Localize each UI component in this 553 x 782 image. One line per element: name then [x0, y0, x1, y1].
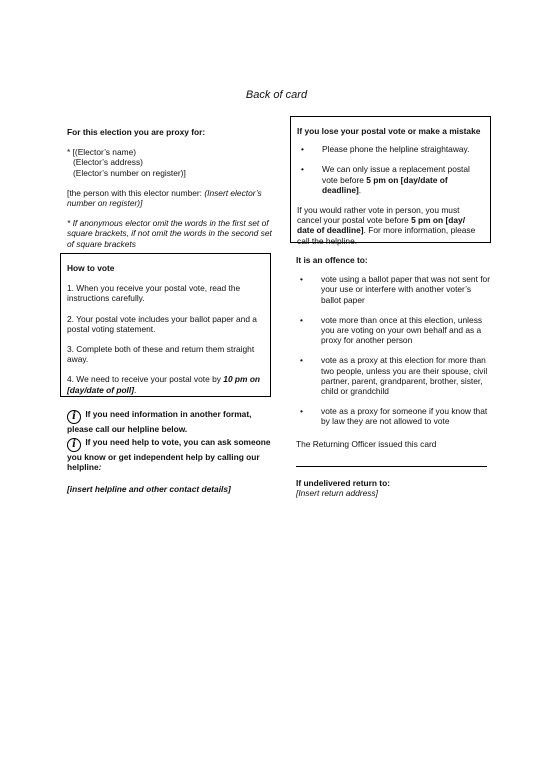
offence-item — [296, 315, 492, 346]
elector-number: (Elector’s number on register)] — [73, 167, 186, 178]
bullet-glyph: • — [300, 314, 303, 325]
proxy-section — [67, 127, 272, 249]
anonymous-note: * If anonymous elector omit the words in the first set of square brackets, if not omit the words in the second set of square brackets — [67, 218, 272, 249]
bullet-glyph: • — [300, 406, 303, 417]
lost-vote-bullet-1 — [297, 144, 484, 154]
cancel-text: If you would rather vote in person, you must cancel your postal vote before — [297, 205, 460, 226]
cancel-text-end: . For more information, please call the helpline. — [297, 225, 476, 246]
offence-section — [296, 255, 492, 427]
bullet-glyph: • — [301, 144, 304, 155]
cancel-deadline: 5 pm on [day/ date of deadline] — [297, 215, 466, 236]
bullet-text-end: . — [358, 184, 362, 195]
contact-details-placeholder: [insert helpline and other contact details] — [67, 483, 231, 494]
offence-item — [296, 355, 492, 396]
bullet-text: Please phone the helpline straightaway. — [322, 144, 470, 155]
voting-help-colon: : — [98, 462, 102, 473]
person-with-number — [67, 188, 272, 208]
deadline-text: 5 pm on [day/date of deadline] — [322, 174, 448, 195]
step-4-end: . — [134, 384, 137, 395]
proxy-heading: For this election you are proxy for: — [67, 127, 206, 137]
cancel-postal-vote-text — [297, 205, 484, 246]
info-icon: i — [67, 410, 81, 424]
page-title: Back of card — [245, 89, 308, 101]
how-to-vote-heading: How to vote — [67, 263, 115, 273]
lost-vote-bullet-2 — [297, 164, 484, 195]
return-address: [Insert return address] — [296, 488, 378, 499]
offence-text: vote using a ballot paper that was not sent for your use or interfere with another voter’s ballot paper — [321, 274, 491, 305]
offence-item — [296, 406, 492, 426]
how-to-vote-box — [60, 253, 271, 397]
elector-name: * [(Elector’s name) — [67, 147, 137, 158]
poll-deadline: 10 pm on [day/date of poll] — [67, 374, 261, 395]
lost-vote-box — [290, 116, 491, 246]
bullet-glyph: • — [301, 164, 304, 175]
offence-text: vote as a proxy at this election for more than two people, unless you are their spouse, civil partner, parent, grandparent, brother, sister, child or grandchild — [321, 355, 488, 397]
bullet-text: We can only issue a replacement postal vote before — [322, 164, 470, 185]
bullet-glyph: • — [300, 355, 303, 366]
format-help — [67, 409, 277, 434]
step-1: 1. When you receive your postal vote, read the instructions carefully. — [67, 283, 241, 304]
lost-vote-heading: If you lose your postal vote or make a mistake — [297, 126, 481, 136]
returning-officer-text: The Returning Officer issued this card — [296, 439, 437, 449]
help-section — [67, 409, 277, 494]
offence-text: vote as a proxy for someone if you know that by law they are not allowed to vote — [321, 406, 488, 427]
format-help-text: If you need information in another format, please call our helpline below. — [67, 409, 252, 434]
signature-line — [296, 466, 487, 467]
offence-heading: It is an offence to: — [296, 255, 368, 265]
offence-item — [296, 274, 492, 305]
step-2: 2. Your postal vote includes your ballot paper and a postal voting statement. — [67, 313, 257, 334]
step-4 — [67, 374, 264, 394]
undelivered-heading: If undelivered return to: — [296, 478, 390, 488]
person-prefix: [the person with this elector number: — [67, 187, 205, 198]
person-placeholder: (Insert elector’s number on register)] — [67, 187, 262, 209]
undelivered-section — [296, 478, 492, 498]
step-3: 3. Complete both of these and return them straight away. — [67, 344, 255, 365]
voting-help — [67, 437, 277, 472]
elector-address: (Elector’s address) — [73, 157, 143, 168]
info-icon: i — [67, 438, 81, 452]
voting-help-text: If you need help to vote, you can ask someone you know or get independent help by calling our helpline — [67, 437, 271, 473]
offence-text: vote more than once at this election, unless you are voting on your own behalf and as a proxy for another person — [321, 314, 483, 346]
step-4-text: 4. We need to receive your postal vote by — [67, 374, 224, 385]
bullet-glyph: • — [300, 274, 303, 285]
